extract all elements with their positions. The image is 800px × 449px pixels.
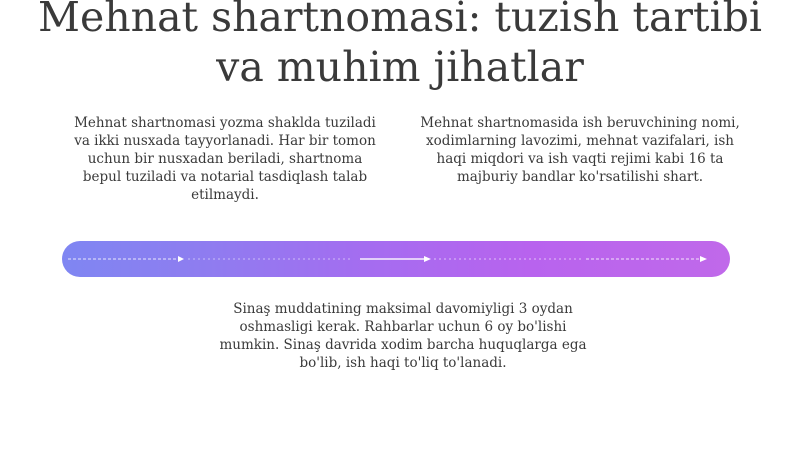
arrow-head-icon xyxy=(178,256,184,262)
arrow-head-icon xyxy=(700,256,707,262)
info-block-contract-form: Mehnat shartnomasi yozma shaklda tuziladi va ikki nusxada tayyorlanadi. Har bir tomon uchun bir nusxadan beriladi, shartnoma bepul tuziladi va notarial tasdiqlash talab etilmaydi. xyxy=(74,115,376,203)
page-title-line-2: va muhim jihatlar xyxy=(216,43,584,91)
page-title-line-1: Mehnat shartnomasi: tuzish tartibi xyxy=(38,0,762,41)
timeline-arrows xyxy=(62,241,730,277)
info-block-mandatory-clauses: Mehnat shartnomasida ish beruvchining nomi, xodimlarning lavozimi, mehnat vazifalari, ish haqi miqdori va ish vaqti rejimi kabi 16 ta majburiy bandlar ko'rsatilishi shart. xyxy=(420,115,740,185)
page-title xyxy=(0,0,800,92)
timeline-bar xyxy=(62,241,730,277)
arrow-head-icon xyxy=(424,256,431,262)
info-block-probation: Sinaş muddatining maksimal davomiyligi 3 oydan oshmasligi kerak. Rahbarlar uchun 6 oy bo'lishi mumkin. Sinaş davrida xodim barcha huquqlarga ega bo'lib, ish haqi to'liq to'lanadi. xyxy=(219,301,587,371)
